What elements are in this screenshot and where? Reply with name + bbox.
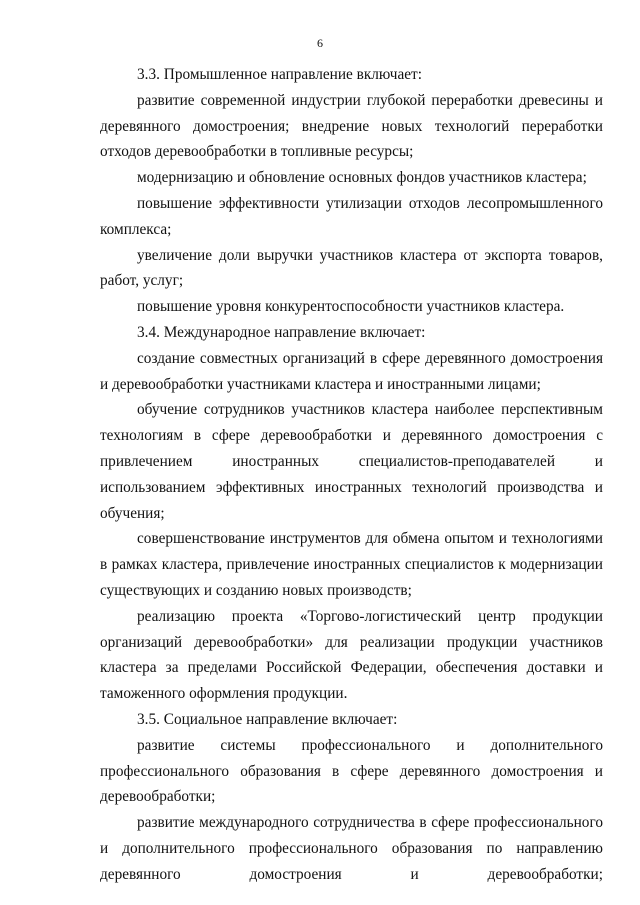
paragraph: совершенствование инструментов для обмена опытом и технологиями в рамках кластера, привлечение иностранных специалистов к модернизации существующих и созданию новых производств; bbox=[100, 530, 603, 599]
section-heading-international: 3.4. Международное направление включает: bbox=[137, 323, 426, 341]
paragraph: повышение уровня конкурентоспособности участников кластера. bbox=[137, 298, 565, 316]
paragraph: развитие современной индустрии глубокой переработки древесины и деревянного домостроения; внедрение новых технологий переработки отходов деревообработки в топливные ресурсы; bbox=[100, 91, 603, 161]
paragraph: обучение сотрудников участников кластера наиболее перспективным технологиям в сфере деревообработки и деревянного домостроения с привлечением иностранных специалистов-преподавателей и использованием эффективных иностранных технологий производства и обучения; bbox=[100, 401, 603, 522]
paragraph: увеличение доли выручки участников кластера от экспорта товаров, работ, услуг; bbox=[100, 246, 603, 290]
document-body bbox=[100, 62, 603, 888]
page-number: 6 bbox=[317, 36, 323, 50]
paragraph: модернизацию и обновление основных фондов участников кластера; bbox=[137, 169, 587, 187]
paragraph: развитие международного сотрудничества в сфере профессионального и дополнительного профессионального образования по направлению деревянного домостроения и деревообработки; bbox=[100, 814, 603, 883]
paragraph: реализацию проекта «Торгово-логистический центр продукции организаций деревообработки» для реализации продукции участников кластера за пределами Российской Федерации, обеспечения доставки и таможенного оформления продукции. bbox=[100, 607, 603, 703]
paragraph: создание совместных организаций в сфере деревянного домостроения и деревообработки участниками кластера и иностранными лицами; bbox=[100, 349, 603, 393]
section-heading-industrial: 3.3. Промышленное направление включает: bbox=[137, 66, 422, 83]
paragraph: развитие системы профессионального и дополнительного профессионального образования в сфере деревянного домостроения и деревообработки; bbox=[100, 736, 603, 806]
section-heading-social: 3.5. Социальное направление включает: bbox=[137, 710, 398, 728]
paragraph: повышение эффективности утилизации отходов лесопромышленного комплекса; bbox=[100, 194, 603, 238]
